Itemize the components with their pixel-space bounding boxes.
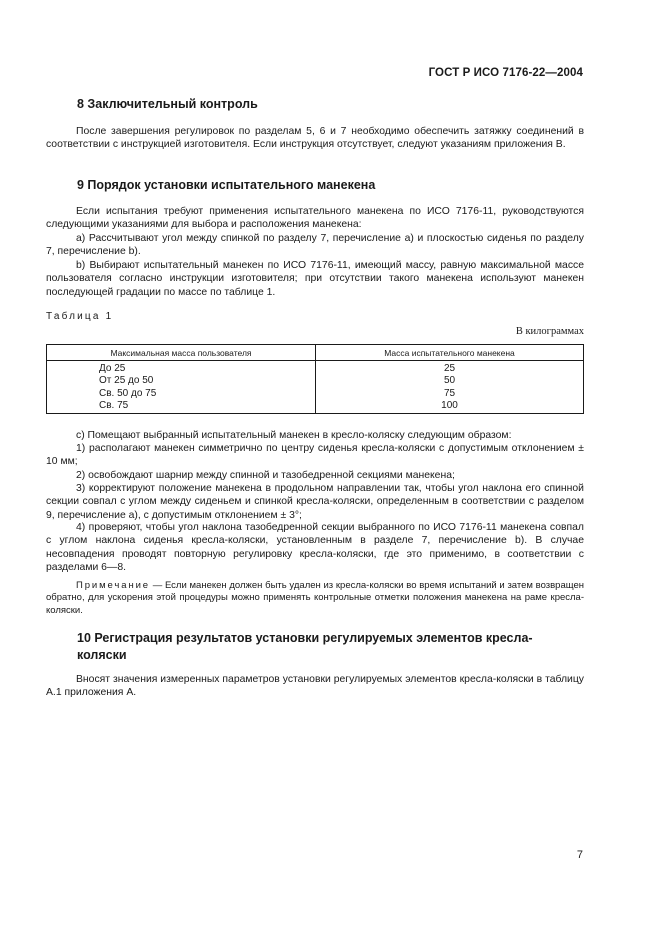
section-9-item-c: c) Помещают выбранный испытательный манекен в кресло-коляску следующим образом: (76, 430, 512, 441)
dummy-mass-cell: 50 (316, 375, 584, 387)
placement-step-2: 2) освобождают шарнир между спинной и тазобедренной секциями манекена; (76, 470, 455, 481)
section-8-heading: 8 Заключительный контроль (77, 97, 258, 111)
section-8-paragraph: После завершения регулировок по разделам 5, 6 и 7 необходимо обеспечить затяжку соединений в соответствии с инструкцией изготовителя. Если инструкция отсутствует, следуют указаниям приложения В. (46, 126, 584, 151)
user-mass-cell: Св. 50 до 75 (47, 388, 316, 400)
page-number: 7 (576, 849, 583, 861)
section-10-paragraph: Вносят значения измеренных параметров установки регулируемых элементов кресла-коляски в таблицу А.1 приложения А. (46, 674, 584, 699)
user-mass-cell: Св. 75 (47, 400, 316, 414)
section-9-item-b: b) Выбирают испытательный манекен по ИСО 7176-11, имеющий массу, равную максимальной массе пользователя согласно инструкции изготовителя; при отсутствии такого манекена используют манекен последующей градации по массе по таблице 1. (46, 260, 584, 298)
section-9-item-a: a) Рассчитывают угол между спинкой по разделу 7, перечисление a) и плоскостью сиденья по разделу 7, перечисление b). (46, 233, 584, 258)
user-mass-cell: От 25 до 50 (47, 375, 316, 387)
note-text: — Если манекен должен быть удален из кресла-коляски во время испытаний и затем возвращен обратно, для ускорения этой процедуры можно применять контрольные отметки положения манекена на раме кресла-коляски. (46, 580, 584, 616)
dummy-mass-cell: 75 (316, 388, 584, 400)
table-row (47, 375, 584, 387)
table-row (47, 400, 584, 414)
section-10-heading: 10 Регистрация результатов установки регулируемых элементов кресла-коляски (77, 631, 533, 662)
placement-step-1: 1) располагают манекен симметрично по центру сиденья кресла-коляски с допустимым отклонением ± 10 мм; (46, 443, 584, 468)
dummy-mass-table (46, 344, 584, 414)
section-9-heading: 9 Порядок установки испытательного манекена (77, 178, 376, 192)
placement-step-4: 4) проверяют, чтобы угол наклона тазобедренной секции выбранного по ИСО 7176-11 манекена совпал с углом наклона сиденья кресла-коляски, установленным в разделе 7, перечисление b). В случае несовпадения проводят повторную регулировку кресла-коляски, где это применимо, в соответствии с разделами 6—8. (46, 522, 584, 573)
dummy-mass-cell: 25 (316, 361, 584, 376)
section-9-intro: Если испытания требуют применения испытательного манекена по ИСО 7176-11, руководствуются следующими указаниями для выбора и расположения манекена: (46, 206, 584, 231)
user-mass-cell: До 25 (47, 361, 316, 376)
document-header: ГОСТ Р ИСО 7176-22—2004 (428, 67, 583, 79)
note (46, 580, 584, 617)
table-row (47, 361, 584, 376)
dummy-mass-cell: 100 (316, 400, 584, 414)
table-caption: Таблица 1 (46, 311, 114, 322)
table-units: В килограммах (515, 326, 584, 337)
placement-step-3: 3) корректируют положение манекена в продольном направлении так, чтобы угол наклона его спинной секции совпал с углом между сиденьем и спинкой кресла-коляски, определенным в соответствии с разделом 9, перечисление a), с допустимым отклонением ± 3°; (46, 483, 584, 521)
table-header-user-mass: Максимальная масса пользователя (47, 345, 316, 361)
note-label: Примечание (76, 580, 150, 591)
table-header-dummy-mass: Масса испытательного манекена (316, 345, 584, 361)
table-row (47, 388, 584, 400)
